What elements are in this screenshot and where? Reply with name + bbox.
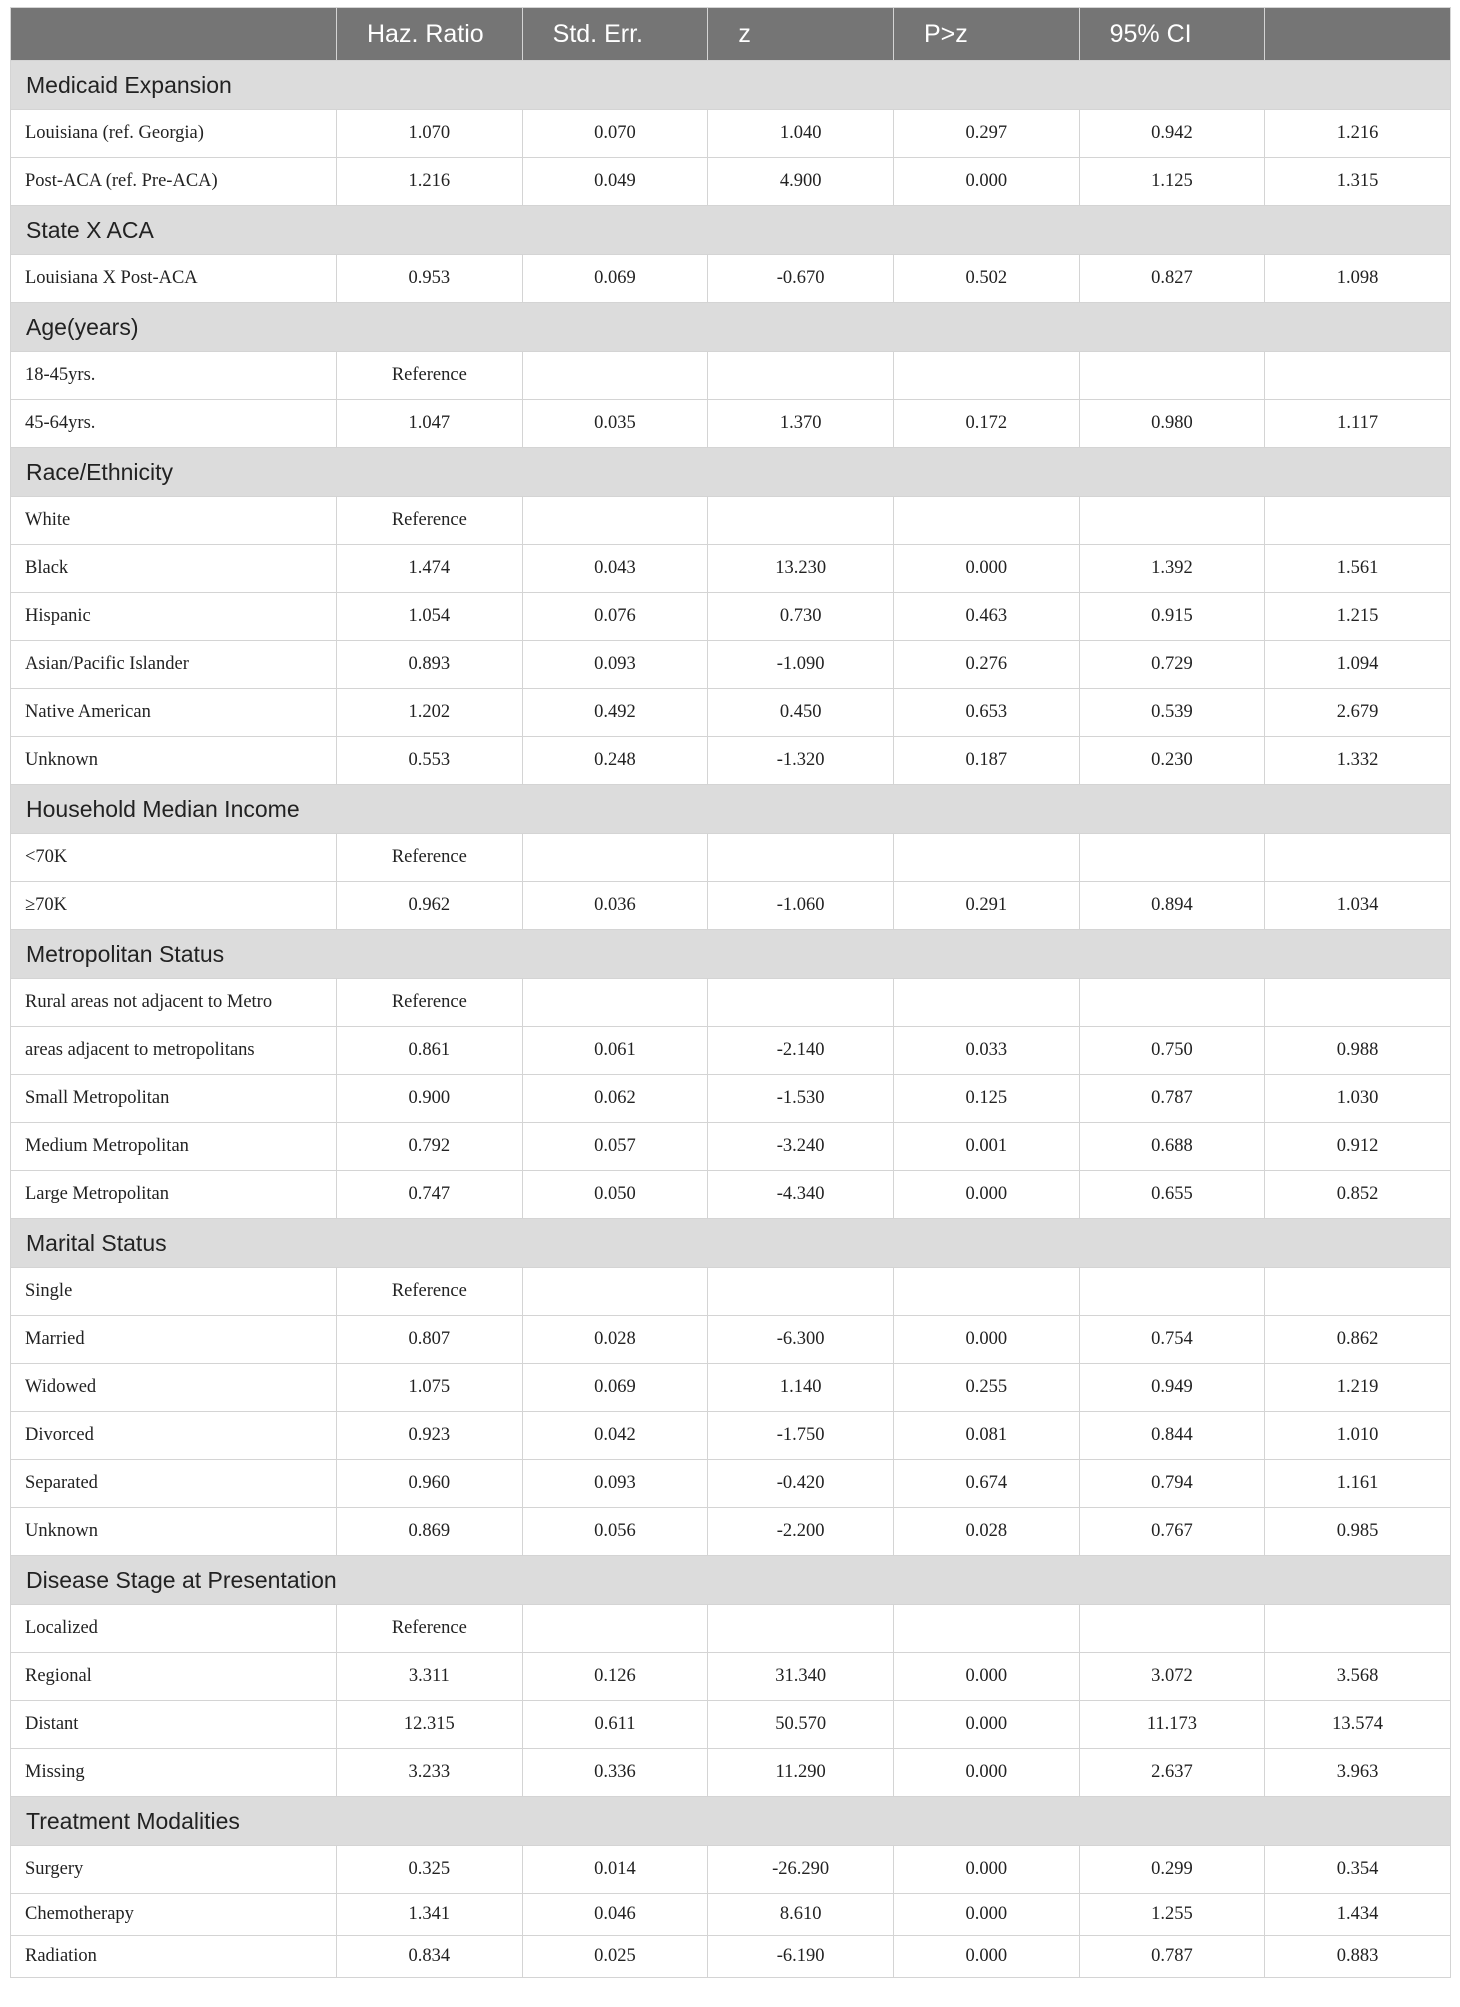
cell-ci-upper: 0.852: [1265, 1171, 1451, 1219]
cell-std-err: 0.062: [522, 1075, 708, 1123]
cell-z: 0.730: [708, 593, 894, 641]
cell-ci-upper: 1.034: [1265, 882, 1451, 930]
cell-ci-upper: 1.215: [1265, 593, 1451, 641]
cell-z: -26.290: [708, 1846, 894, 1894]
cell-haz-ratio: Reference: [337, 497, 523, 545]
cell-std-err: 0.248: [522, 737, 708, 785]
cell-p: 0.000: [893, 158, 1079, 206]
cell-z: [708, 979, 894, 1027]
section-title: Household Median Income: [11, 785, 1451, 834]
table-row: [11, 1846, 1451, 1894]
cell-z: 50.570: [708, 1701, 894, 1749]
cell-ci-lower: 0.894: [1079, 882, 1265, 930]
cell-z: 8.610: [708, 1894, 894, 1936]
table-row: [11, 255, 1451, 303]
cell-p: 0.000: [893, 1171, 1079, 1219]
cell-ci-upper: 1.315: [1265, 158, 1451, 206]
cell-std-err: [522, 1268, 708, 1316]
cell-ci-upper: 1.216: [1265, 110, 1451, 158]
cell-ci-upper: [1265, 497, 1451, 545]
cell-std-err: 0.050: [522, 1171, 708, 1219]
cell-variable: Divorced: [11, 1412, 337, 1460]
header-cell-p: P>z: [893, 8, 1079, 61]
table-row: [11, 1316, 1451, 1364]
cell-ci-upper: 1.161: [1265, 1460, 1451, 1508]
cell-z: 31.340: [708, 1653, 894, 1701]
cell-ci-upper: 1.332: [1265, 737, 1451, 785]
cell-haz-ratio: 0.953: [337, 255, 523, 303]
cell-p: 0.000: [893, 1894, 1079, 1936]
cell-std-err: 0.028: [522, 1316, 708, 1364]
table-row: [11, 1268, 1451, 1316]
section-header-row: [11, 930, 1451, 979]
cell-ci-upper: 1.098: [1265, 255, 1451, 303]
cell-variable: 18-45yrs.: [11, 352, 337, 400]
cell-p: [893, 352, 1079, 400]
section-header-row: [11, 206, 1451, 255]
cell-variable: Separated: [11, 1460, 337, 1508]
cell-ci-lower: 0.539: [1079, 689, 1265, 737]
cell-variable: Distant: [11, 1701, 337, 1749]
cell-variable: Rural areas not adjacent to Metro: [11, 979, 337, 1027]
cell-std-err: 0.046: [522, 1894, 708, 1936]
cell-variable: Localized: [11, 1605, 337, 1653]
section-title: Marital Status: [11, 1219, 1451, 1268]
cell-p: 0.000: [893, 1701, 1079, 1749]
cell-variable: Large Metropolitan: [11, 1171, 337, 1219]
cell-p: 0.000: [893, 1316, 1079, 1364]
cell-haz-ratio: 0.792: [337, 1123, 523, 1171]
cell-std-err: 0.611: [522, 1701, 708, 1749]
cell-haz-ratio: 1.202: [337, 689, 523, 737]
section-header-row: [11, 785, 1451, 834]
cell-std-err: 0.069: [522, 255, 708, 303]
section-title: Medicaid Expansion: [11, 61, 1451, 110]
cell-haz-ratio: 1.341: [337, 1894, 523, 1936]
section-title: Metropolitan Status: [11, 930, 1451, 979]
cell-haz-ratio: 1.216: [337, 158, 523, 206]
cell-haz-ratio: 0.325: [337, 1846, 523, 1894]
header-cell-ci-lower: 95% CI: [1079, 8, 1265, 61]
cell-haz-ratio: 0.747: [337, 1171, 523, 1219]
cell-haz-ratio: 1.047: [337, 400, 523, 448]
table-row: [11, 1605, 1451, 1653]
cell-z: 1.040: [708, 110, 894, 158]
cell-variable: Missing: [11, 1749, 337, 1797]
cell-ci-lower: [1079, 1268, 1265, 1316]
table-row: [11, 1749, 1451, 1797]
cell-variable: Unknown: [11, 737, 337, 785]
cell-variable: Post-ACA (ref. Pre-ACA): [11, 158, 337, 206]
cell-p: 0.000: [893, 545, 1079, 593]
cell-std-err: 0.069: [522, 1364, 708, 1412]
table-row: [11, 882, 1451, 930]
cell-p: [893, 1268, 1079, 1316]
cell-z: 1.140: [708, 1364, 894, 1412]
cell-ci-lower: 0.942: [1079, 110, 1265, 158]
section-title: State X ACA: [11, 206, 1451, 255]
hazard-ratio-table: [10, 7, 1451, 1978]
cell-haz-ratio: 0.923: [337, 1412, 523, 1460]
cell-haz-ratio: 0.869: [337, 1508, 523, 1556]
cell-p: 0.000: [893, 1749, 1079, 1797]
cell-p: 0.000: [893, 1846, 1079, 1894]
cell-variable: Married: [11, 1316, 337, 1364]
cell-ci-upper: [1265, 834, 1451, 882]
cell-std-err: 0.492: [522, 689, 708, 737]
cell-std-err: 0.056: [522, 1508, 708, 1556]
cell-variable: Widowed: [11, 1364, 337, 1412]
cell-ci-upper: [1265, 979, 1451, 1027]
cell-haz-ratio: 1.054: [337, 593, 523, 641]
cell-ci-upper: 13.574: [1265, 1701, 1451, 1749]
cell-std-err: 0.070: [522, 110, 708, 158]
table-row: [11, 1075, 1451, 1123]
table-row: [11, 834, 1451, 882]
cell-z: -1.060: [708, 882, 894, 930]
cell-haz-ratio: 0.962: [337, 882, 523, 930]
table-row: [11, 737, 1451, 785]
cell-haz-ratio: 1.070: [337, 110, 523, 158]
cell-ci-lower: [1079, 834, 1265, 882]
cell-ci-lower: 0.754: [1079, 1316, 1265, 1364]
cell-p: 0.187: [893, 737, 1079, 785]
cell-p: [893, 1605, 1079, 1653]
cell-ci-lower: 0.980: [1079, 400, 1265, 448]
cell-haz-ratio: 1.075: [337, 1364, 523, 1412]
section-header-row: [11, 448, 1451, 497]
cell-haz-ratio: 1.474: [337, 545, 523, 593]
cell-haz-ratio: 0.960: [337, 1460, 523, 1508]
cell-z: -3.240: [708, 1123, 894, 1171]
cell-variable: 45-64yrs.: [11, 400, 337, 448]
cell-ci-upper: [1265, 1605, 1451, 1653]
cell-ci-lower: 1.392: [1079, 545, 1265, 593]
table-row: [11, 1701, 1451, 1749]
cell-ci-upper: 1.030: [1265, 1075, 1451, 1123]
cell-variable: ≥70K: [11, 882, 337, 930]
cell-ci-lower: 2.637: [1079, 1749, 1265, 1797]
cell-z: -6.190: [708, 1936, 894, 1978]
cell-z: -4.340: [708, 1171, 894, 1219]
table-row: [11, 593, 1451, 641]
cell-ci-lower: 0.767: [1079, 1508, 1265, 1556]
cell-z: [708, 352, 894, 400]
cell-p: 0.297: [893, 110, 1079, 158]
cell-p: 0.255: [893, 1364, 1079, 1412]
header-cell-ci-upper: [1265, 8, 1451, 61]
section-title: Disease Stage at Presentation: [11, 1556, 1451, 1605]
header-cell-z: z: [708, 8, 894, 61]
table-row: [11, 158, 1451, 206]
cell-z: 0.450: [708, 689, 894, 737]
cell-p: 0.000: [893, 1936, 1079, 1978]
cell-ci-upper: 0.883: [1265, 1936, 1451, 1978]
cell-ci-lower: 0.688: [1079, 1123, 1265, 1171]
cell-z: [708, 1268, 894, 1316]
cell-z: -1.320: [708, 737, 894, 785]
cell-haz-ratio: Reference: [337, 1605, 523, 1653]
cell-p: 0.276: [893, 641, 1079, 689]
cell-z: 13.230: [708, 545, 894, 593]
cell-haz-ratio: 3.233: [337, 1749, 523, 1797]
cell-ci-lower: 0.299: [1079, 1846, 1265, 1894]
cell-std-err: [522, 1605, 708, 1653]
cell-z: [708, 497, 894, 545]
cell-z: -1.530: [708, 1075, 894, 1123]
cell-variable: Louisiana X Post-ACA: [11, 255, 337, 303]
cell-ci-upper: 1.434: [1265, 1894, 1451, 1936]
cell-ci-lower: 0.750: [1079, 1027, 1265, 1075]
cell-ci-lower: 0.230: [1079, 737, 1265, 785]
cell-std-err: 0.057: [522, 1123, 708, 1171]
cell-variable: Small Metropolitan: [11, 1075, 337, 1123]
cell-haz-ratio: Reference: [337, 1268, 523, 1316]
cell-z: -1.750: [708, 1412, 894, 1460]
table-row: [11, 1364, 1451, 1412]
table-body: [11, 61, 1451, 1978]
table-row: [11, 979, 1451, 1027]
cell-haz-ratio: 0.900: [337, 1075, 523, 1123]
cell-haz-ratio: Reference: [337, 979, 523, 1027]
cell-ci-lower: 0.655: [1079, 1171, 1265, 1219]
cell-ci-lower: 1.255: [1079, 1894, 1265, 1936]
cell-ci-lower: 1.125: [1079, 158, 1265, 206]
cell-variable: Louisiana (ref. Georgia): [11, 110, 337, 158]
cell-z: -2.200: [708, 1508, 894, 1556]
cell-std-err: [522, 979, 708, 1027]
cell-ci-upper: [1265, 1268, 1451, 1316]
table-row: [11, 641, 1451, 689]
cell-p: 0.502: [893, 255, 1079, 303]
cell-std-err: 0.049: [522, 158, 708, 206]
cell-ci-lower: 0.949: [1079, 1364, 1265, 1412]
cell-ci-lower: [1079, 497, 1265, 545]
cell-ci-upper: 1.010: [1265, 1412, 1451, 1460]
cell-std-err: 0.035: [522, 400, 708, 448]
section-header-row: [11, 1556, 1451, 1605]
cell-variable: Unknown: [11, 1508, 337, 1556]
cell-variable: Black: [11, 545, 337, 593]
cell-std-err: [522, 834, 708, 882]
cell-variable: <70K: [11, 834, 337, 882]
cell-ci-lower: 0.787: [1079, 1075, 1265, 1123]
cell-p: 0.463: [893, 593, 1079, 641]
cell-p: 0.001: [893, 1123, 1079, 1171]
cell-variable: White: [11, 497, 337, 545]
cell-p: 0.028: [893, 1508, 1079, 1556]
cell-z: -6.300: [708, 1316, 894, 1364]
cell-haz-ratio: Reference: [337, 834, 523, 882]
cell-p: 0.291: [893, 882, 1079, 930]
table-row: [11, 1171, 1451, 1219]
cell-std-err: 0.336: [522, 1749, 708, 1797]
header-row: [11, 8, 1451, 61]
cell-p: 0.081: [893, 1412, 1079, 1460]
section-header-row: [11, 303, 1451, 352]
cell-std-err: 0.025: [522, 1936, 708, 1978]
cell-ci-upper: 0.985: [1265, 1508, 1451, 1556]
cell-haz-ratio: 0.834: [337, 1936, 523, 1978]
table-row: [11, 545, 1451, 593]
table-row: [11, 1123, 1451, 1171]
cell-z: 11.290: [708, 1749, 894, 1797]
section-title: Race/Ethnicity: [11, 448, 1451, 497]
cell-z: -2.140: [708, 1027, 894, 1075]
cell-p: [893, 834, 1079, 882]
cell-std-err: [522, 352, 708, 400]
cell-p: 0.125: [893, 1075, 1079, 1123]
header-cell-haz-ratio: Haz. Ratio: [337, 8, 523, 61]
cell-variable: Native American: [11, 689, 337, 737]
table-row: [11, 1653, 1451, 1701]
cell-ci-lower: [1079, 979, 1265, 1027]
table-row: [11, 497, 1451, 545]
cell-variable: Surgery: [11, 1846, 337, 1894]
cell-ci-lower: 0.827: [1079, 255, 1265, 303]
cell-ci-lower: [1079, 352, 1265, 400]
cell-ci-upper: 1.219: [1265, 1364, 1451, 1412]
cell-std-err: 0.093: [522, 641, 708, 689]
cell-ci-lower: 0.794: [1079, 1460, 1265, 1508]
cell-ci-upper: [1265, 352, 1451, 400]
cell-std-err: 0.126: [522, 1653, 708, 1701]
cell-z: [708, 1605, 894, 1653]
cell-haz-ratio: 0.861: [337, 1027, 523, 1075]
results-table-container: [10, 7, 1450, 1978]
cell-p: 0.033: [893, 1027, 1079, 1075]
cell-z: -1.090: [708, 641, 894, 689]
table-row: [11, 689, 1451, 737]
cell-variable: Regional: [11, 1653, 337, 1701]
cell-z: 1.370: [708, 400, 894, 448]
cell-variable: Hispanic: [11, 593, 337, 641]
cell-std-err: [522, 497, 708, 545]
table-row: [11, 1936, 1451, 1978]
cell-variable: Asian/Pacific Islander: [11, 641, 337, 689]
cell-ci-upper: 3.568: [1265, 1653, 1451, 1701]
section-header-row: [11, 1219, 1451, 1268]
cell-p: [893, 979, 1079, 1027]
cell-haz-ratio: 3.311: [337, 1653, 523, 1701]
header-cell-variable: [11, 8, 337, 61]
cell-z: -0.670: [708, 255, 894, 303]
header-cell-std-err: Std. Err.: [522, 8, 708, 61]
cell-variable: Radiation: [11, 1936, 337, 1978]
cell-ci-lower: [1079, 1605, 1265, 1653]
cell-std-err: 0.036: [522, 882, 708, 930]
cell-haz-ratio: 0.807: [337, 1316, 523, 1364]
cell-z: 4.900: [708, 158, 894, 206]
section-title: Age(years): [11, 303, 1451, 352]
cell-p: 0.172: [893, 400, 1079, 448]
table-row: [11, 1508, 1451, 1556]
cell-variable: Medium Metropolitan: [11, 1123, 337, 1171]
cell-std-err: 0.014: [522, 1846, 708, 1894]
section-header-row: [11, 1797, 1451, 1846]
cell-p: 0.000: [893, 1653, 1079, 1701]
cell-variable: Chemotherapy: [11, 1894, 337, 1936]
cell-haz-ratio: 0.553: [337, 737, 523, 785]
section-header-row: [11, 61, 1451, 110]
table-row: [11, 1412, 1451, 1460]
cell-ci-lower: 11.173: [1079, 1701, 1265, 1749]
table-row: [11, 1027, 1451, 1075]
table-row: [11, 400, 1451, 448]
cell-std-err: 0.043: [522, 545, 708, 593]
table-row: [11, 1460, 1451, 1508]
table-row: [11, 352, 1451, 400]
cell-ci-upper: 0.912: [1265, 1123, 1451, 1171]
cell-ci-lower: 3.072: [1079, 1653, 1265, 1701]
cell-p: 0.653: [893, 689, 1079, 737]
section-title: Treatment Modalities: [11, 1797, 1451, 1846]
cell-std-err: 0.042: [522, 1412, 708, 1460]
cell-haz-ratio: Reference: [337, 352, 523, 400]
cell-p: 0.674: [893, 1460, 1079, 1508]
cell-ci-upper: 2.679: [1265, 689, 1451, 737]
cell-ci-upper: 1.561: [1265, 545, 1451, 593]
cell-ci-upper: 3.963: [1265, 1749, 1451, 1797]
cell-ci-lower: 0.844: [1079, 1412, 1265, 1460]
cell-ci-upper: 0.988: [1265, 1027, 1451, 1075]
table-row: [11, 110, 1451, 158]
cell-ci-upper: 0.862: [1265, 1316, 1451, 1364]
table-row: [11, 1894, 1451, 1936]
cell-haz-ratio: 12.315: [337, 1701, 523, 1749]
cell-p: [893, 497, 1079, 545]
cell-ci-upper: 0.354: [1265, 1846, 1451, 1894]
cell-ci-upper: 1.094: [1265, 641, 1451, 689]
cell-ci-lower: 0.787: [1079, 1936, 1265, 1978]
cell-z: -0.420: [708, 1460, 894, 1508]
cell-std-err: 0.076: [522, 593, 708, 641]
cell-std-err: 0.061: [522, 1027, 708, 1075]
cell-variable: areas adjacent to metropolitans: [11, 1027, 337, 1075]
cell-std-err: 0.093: [522, 1460, 708, 1508]
cell-haz-ratio: 0.893: [337, 641, 523, 689]
cell-variable: Single: [11, 1268, 337, 1316]
cell-ci-lower: 0.915: [1079, 593, 1265, 641]
cell-z: [708, 834, 894, 882]
cell-ci-lower: 0.729: [1079, 641, 1265, 689]
cell-ci-upper: 1.117: [1265, 400, 1451, 448]
